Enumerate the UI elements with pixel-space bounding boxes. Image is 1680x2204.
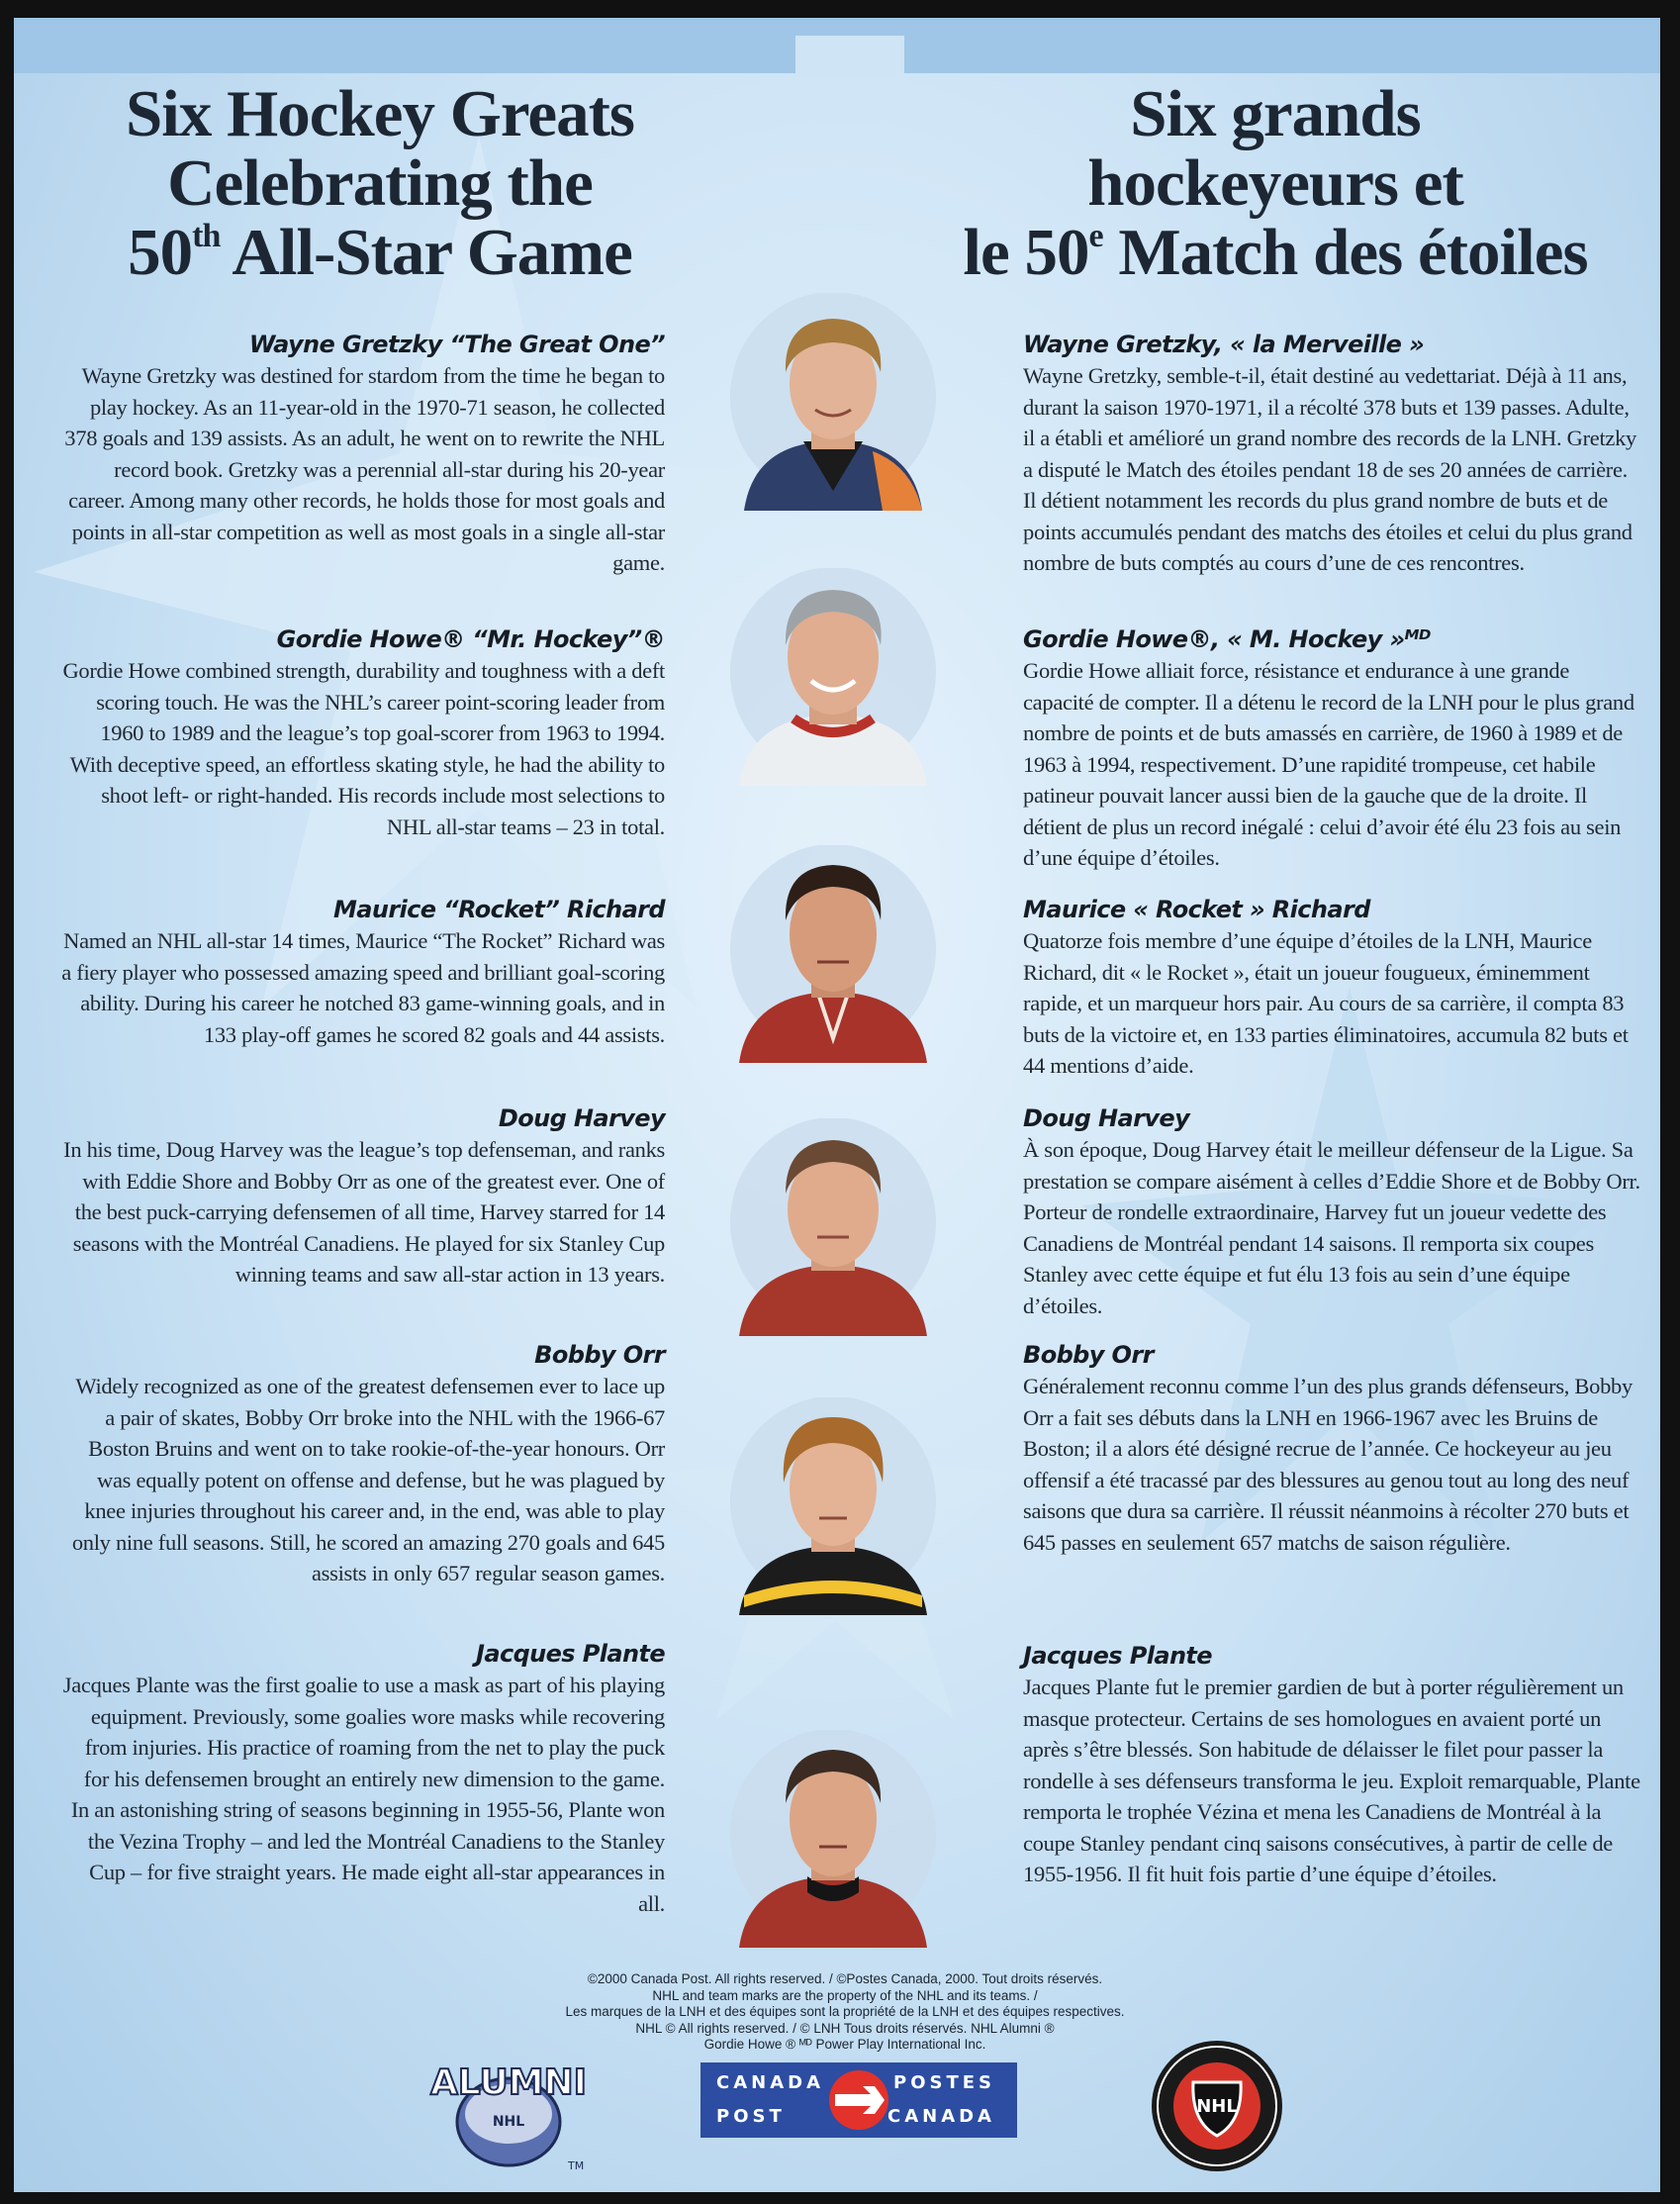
footer-line: ©2000 Canada Post. All rights reserved. / ©Postes Canada, 2000. Tout droits réservés.: [587, 1971, 1103, 1986]
title-fr-line2: hockeyeurs et: [1087, 146, 1463, 220]
title-fr-line3-pre: le 50: [963, 216, 1089, 289]
title-fr-line1: Six grands: [1130, 77, 1421, 150]
title-english: [73, 79, 687, 287]
cp-canada-text-fr: CANADA: [887, 2106, 995, 2127]
cp-postes-text: POSTES: [893, 2072, 995, 2093]
nhl-licensed-product-seal: [1148, 2037, 1286, 2175]
player-name-en: Bobby Orr: [534, 1341, 665, 1369]
player-bio-en: In his time, Doug Harvey was the league’s top defenseman, and ranks with Eddie Shore and Bobby Orr as one of the greatest ever. One of the best puck-carrying defensemen of all time, Harvey starred for 14 seasons with the Montréal Canadiens. He played for six Stanley Cup winning teams and saw all-star action in 13 years.: [63, 1137, 665, 1287]
alumni-nhl-text: NHL: [492, 2114, 525, 2130]
player-section-fr-richard: [1023, 894, 1641, 1082]
title-en-superscript: th: [192, 218, 221, 254]
title-french: [914, 79, 1636, 287]
player-name-en: Jacques Plante: [476, 1640, 665, 1668]
player-section-en-richard: [61, 894, 665, 1050]
copyright-footer: [449, 1971, 1241, 2054]
portrait-plante: [724, 1730, 942, 1948]
player-bio-en: Gordie Howe combined strength, durability and toughness with a deft scoring touch. He was the NHL’s career point-scoring leader from 1960 to 1989 and the league’s top goal-scorer from 1963 to 1994. With deceptive speed, an effortless skating style, he had the ability to shoot left- or right-handed. His records include most selections to NHL all-star teams – 23 in total.: [62, 658, 665, 839]
player-section-en-gretzky: [61, 329, 665, 579]
player-bio-en: Named an NHL all-star 14 times, Maurice “The Rocket” Richard was a fiery player who possessed amazing speed and brilliant goal-scoring ability. During his career he notched 83 game-winning goals, and in 133 play-off games he scored 82 goals and 44 assists.: [61, 928, 665, 1047]
player-section-en-orr: [61, 1339, 665, 1589]
player-section-fr-gretzky: [1023, 329, 1641, 579]
player-section-fr-orr: [1023, 1339, 1641, 1558]
trademark-symbol: TM: [568, 2159, 585, 2172]
player-section-en-plante: [61, 1638, 665, 1919]
nhl-alumni-logo: [420, 2049, 607, 2177]
title-en-line1: Six Hockey Greats: [126, 77, 634, 150]
footer-line: Les marques de la LNH et des équipes sont la propriété de la LNH et des équipes respectives.: [565, 2004, 1125, 2019]
portrait-harvey: [724, 1118, 942, 1336]
player-name-en: Doug Harvey: [498, 1104, 665, 1132]
title-fr-line3-rest: Match des étoiles: [1102, 216, 1588, 289]
player-bio-en: Jacques Plante was the first goalie to use a mask as part of his playing equipment. Previously, some goalies wore masks while recovering from injuries. His practice of roaming from the net to play the puck for his defensemen brought an entirely new dimension to the game. In an astonishing string of seasons beginning in 1955-56, Plante won the Vezina Trophy – and led the Montréal Canadiens to the Stanley Cup – for five straight years. He made eight all-star appearances in all.: [62, 1673, 665, 1916]
footer-line: NHL © All rights reserved. / © LNH Tous droits réservés. NHL Alumni ®: [635, 2020, 1055, 2036]
title-en-line2: Celebrating the: [167, 146, 593, 220]
portrait-gretzky: [724, 293, 942, 511]
footer-line: Gordie Howe ® ᴹᴰ Power Play International Inc.: [703, 2037, 986, 2052]
player-name-fr: Maurice « Rocket » Richard: [1023, 896, 1370, 923]
player-name-fr: Jacques Plante: [1023, 1642, 1212, 1670]
player-section-fr-plante: [1023, 1640, 1641, 1890]
player-name-fr: Wayne Gretzky, « la Merveille »: [1023, 331, 1425, 358]
player-name-fr: Doug Harvey: [1023, 1104, 1190, 1132]
player-name-fr: Gordie Howe®, « M. Hockey »ᴹᴰ: [1023, 625, 1431, 653]
canada-post-logo: [700, 2062, 1017, 2138]
page: [14, 18, 1660, 2192]
player-bio-fr: À son époque, Doug Harvey était le meilleur défenseur de la Ligue. Sa prestation se compare aisément à celles d’Eddie Shore et de Bobby Orr. Porteur de rondelle extraordinaire, Harvey fut un joueur vedette des Canadiens de Montréal pendant 14 saisons. Il remporta six coupes Stanley avec cette équipe et fut élu 13 fois au sein d’une équipe d’étoiles.: [1023, 1137, 1640, 1318]
player-section-en-howe: [61, 623, 665, 842]
player-bio-fr: Jacques Plante fut le premier gardien de but à porter régulièrement un masque protecteur. Certains de ses homologues en avaient porté un après s’être blessés. Son habitude de délaisser le filet pour passer la rondelle à ses défenseurs transforma le jeu. Exploit remarquable, Plante remporta le trophée Vézina et mena les Canadiens de Montréal à la coupe Stanley pendant cinq saisons consécutives, à partir de celle de 1955-1956. Il fit huit fois partie d’une équipe d’étoiles.: [1023, 1675, 1640, 1886]
player-bio-fr: Quatorze fois membre d’une équipe d’étoiles de la LNH, Maurice Richard, dit « le Rocket », était un joueur fougueux, éminemment rapide, et un marqueur hors pair. Au cours de sa carrière, il compta 83 buts de la victoire et, en 133 parties éliminatoires, accumula 82 buts et 44 mentions d’aide.: [1023, 928, 1629, 1078]
title-fr-superscript: e: [1088, 218, 1103, 254]
alumni-wordmark: ALUMNI: [429, 2062, 588, 2103]
player-section-fr-howe: [1023, 623, 1641, 874]
player-bio-en: Widely recognized as one of the greatest defensemen ever to lace up a pair of skates, Bobby Orr broke into the NHL with the 1966-67 Boston Bruins and went on to take rookie-of-the-year honours. Orr was equally potent on offense and defense, but he was plagued by knee injuries throughout his career and, in the end, was able to play only nine full seasons. Still, he scored an amazing 270 goals and 645 assists in only 657 regular season games.: [71, 1374, 665, 1585]
player-bio-fr: Wayne Gretzky, semble-t-il, était destiné au vedettariat. Déjà à 11 ans, durant la saison 1970-1971, il a récolté 378 buts et 139 passes. Adulte, il a établi et amélioré un grand nombre des records de la LNH. Gretzky a disputé le Match des étoiles pendant 18 de ses 20 années de carrière. Il détient notamment les records du plus grand nombre de buts et de points accumulés pendant des matchs des étoiles et celui du plus grand nombre de buts comptés au cours d’une de ces rencontres.: [1023, 363, 1637, 575]
footer-line: NHL and team marks are the property of the NHL and its teams. /: [652, 1987, 1038, 2003]
portrait-richard: [724, 845, 942, 1063]
player-name-fr: Bobby Orr: [1023, 1341, 1154, 1369]
portrait-howe: [724, 568, 942, 786]
title-en-line3-rest: All-Star Game: [220, 216, 632, 289]
cp-post-text: POST: [716, 2106, 786, 2127]
player-name-en: Maurice “Rocket” Richard: [332, 896, 665, 923]
portrait-orr: [724, 1397, 942, 1615]
cp-canada-text: CANADA: [716, 2072, 825, 2093]
nhl-shield-text: NHL: [1196, 2096, 1238, 2117]
title-en-line3-number: 50: [128, 216, 193, 289]
player-section-fr-harvey: [1023, 1102, 1641, 1321]
player-bio-fr: Généralement reconnu comme l’un des plus grands défenseurs, Bobby Orr a fait ses débuts dans la LNH en 1966-1967 avec les Bruins de Boston; il a alors été désigné recrue de l’année. Ce hockeyeur au jeu offensif a été tracassé par des blessures au genou tout au long des neuf saisons que dura sa carrière. Il réussit néanmoins à récolter 270 buts et 645 passes en seulement 657 matchs de saison régulière.: [1023, 1374, 1633, 1555]
player-section-en-harvey: [61, 1102, 665, 1291]
player-name-en: Gordie Howe® “Mr. Hockey”®: [276, 625, 665, 653]
canada-post-emblem-icon: [825, 2068, 892, 2132]
player-bio-en: Wayne Gretzky was destined for stardom from the time he began to play hockey. As an 11-year-old in the 1970-71 season, he collected 378 goals and 139 assists. As an adult, he went on to rewrite the NHL record book. Gretzky was a perennial all-star during his 20-year career. Among many other records, he holds those for most goals and points in all-star competition as well as most goals in a single all-star game.: [64, 363, 665, 575]
player-name-en: Wayne Gretzky “The Great One”: [248, 331, 665, 358]
player-bio-fr: Gordie Howe alliait force, résistance et endurance à une grande capacité de compter. Il a détenu le record de la LNH pour le plus grand nombre de points et de buts amassés en carrière, de 1960 à 1989 et de 1963 à 1994, respectivement. D’une rapidité trompeuse, cet habile patineur pouvait lancer aussi bien de la gauche que de la droite. Il détient de plus un record inégalé : celui d’avoir été élu 23 fois au sein d’une équipe d’étoiles.: [1023, 658, 1634, 870]
